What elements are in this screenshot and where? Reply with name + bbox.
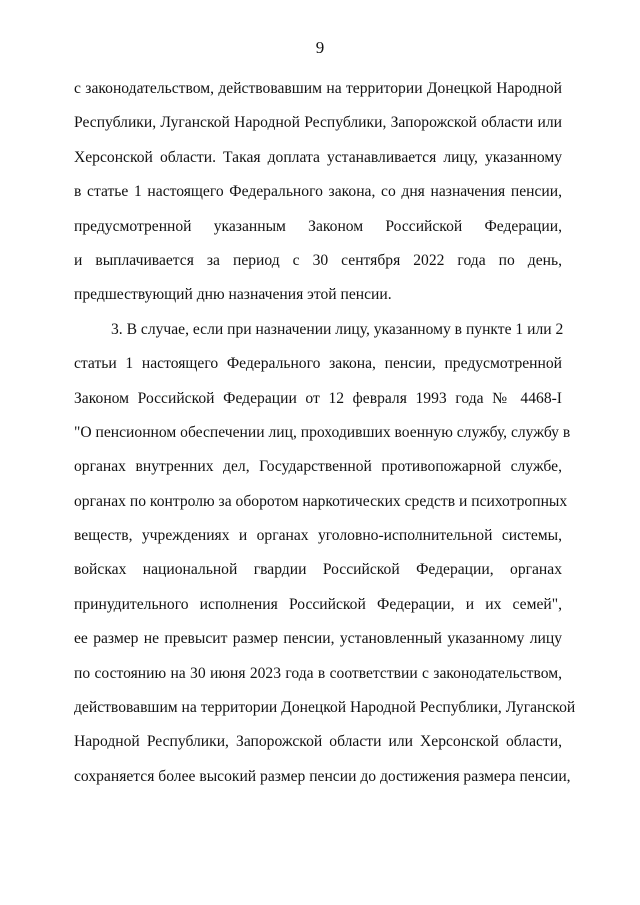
- text-line: Законом Российской Федерации от 12 февраля 1993 года № 4468-I: [74, 389, 562, 407]
- text-line: Республики, Луганской Народной Республики, Запорожской области или: [74, 114, 562, 132]
- text-line: предшествующий дню назначения этой пенсии.: [74, 286, 392, 304]
- text-line: Народной Республики, Запорожской области или Херсонской области,: [74, 733, 562, 751]
- text-line: действовавшим на территории Донецкой Народной Республики, Луганской: [74, 699, 576, 717]
- text-line: предусмотренной указанным Законом Российской Федерации,: [74, 217, 562, 235]
- text-line: веществ, учреждениях и органах уголовно-исполнительной системы,: [74, 527, 562, 545]
- text-line: органах по контролю за оборотом наркотических средств и психотропных: [74, 492, 568, 510]
- body-text: [74, 72, 576, 794]
- text-line: войсках национальной гвардии Российской Федерации, органах: [74, 561, 562, 579]
- text-line: в статье 1 настоящего Федерального закона, со дня назначения пенсии,: [74, 183, 562, 201]
- paragraph-first-line: 3. В случае, если при назначении лицу, указанному в пункте 1 или 2: [111, 320, 564, 338]
- text-line: статьи 1 настоящего Федерального закона, пенсии, предусмотренной: [74, 355, 562, 373]
- text-line: с законодательством, действовавшим на территории Донецкой Народной: [74, 80, 562, 97]
- text-line: ее размер не превысит размер пенсии, установленный указанному лицу: [74, 630, 562, 648]
- text-line: "О пенсионном обеспечении лиц, проходивших военную службу, службу в: [74, 423, 571, 441]
- text-line: Херсонской области. Такая доплата устанавливается лицу, указанному: [74, 148, 562, 166]
- page-number: 9: [315, 38, 325, 57]
- text-line: органах внутренних дел, Государственной противопожарной службе,: [74, 458, 562, 476]
- text-line: по состоянию на 30 июня 2023 года в соответствии с законодательством,: [74, 664, 562, 682]
- text-line: сохраняется более высокий размер пенсии до достижения размера пенсии,: [74, 767, 571, 785]
- text-line: и выплачивается за период с 30 сентября 2022 года по день,: [74, 251, 562, 269]
- text-line: принудительного исполнения Российской Федерации, и их семей",: [74, 595, 562, 613]
